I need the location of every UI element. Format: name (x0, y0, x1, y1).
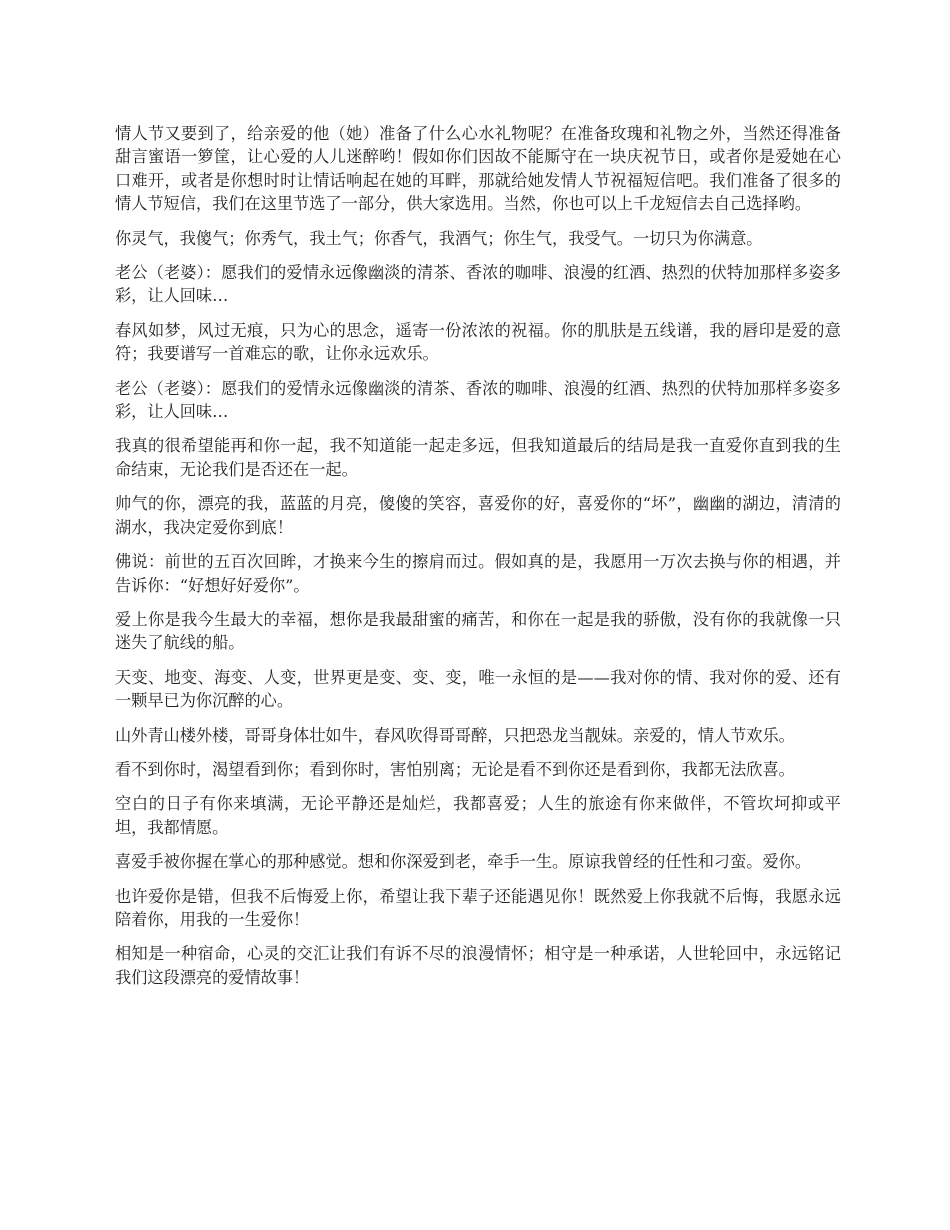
document-body (115, 122, 841, 1000)
paragraph: 帅气的你，漂亮的我，蓝蓝的月亮，傻傻的笑容，喜爱你的好，喜爱你的“坏”，幽幽的湖边，清清的湖水，我决定爱你到底！ (115, 494, 841, 537)
paragraph: 也许爱你是错，但我不后悔爱上你，希望让我下辈子还能遇见你！既然爱上你我就不后悔，我愿永远陪着你，用我的一生爱你！ (115, 886, 841, 929)
paragraph: 老公（老婆）：愿我们的爱情永远像幽淡的清茶、香浓的咖啡、浪漫的红酒、热烈的伏特加那样多姿多彩，让人回味… (115, 378, 841, 422)
paragraph: 看不到你时，渴望看到你；看到你时，害怕别离；无论是看不到你还是看到你，我都无法欣喜。 (115, 759, 795, 779)
paragraph: 相知是一种宿命，心灵的交汇让我们有诉不尽的浪漫情怀；相守是一种承诺，人世轮回中，永远铭记我们这段漂亮的爱情故事！ (115, 944, 841, 987)
paragraph: 喜爱手被你握在掌心的那种感觉。想和你深爱到老，牵手一生。原谅我曾经的任性和刁蛮。爱你。 (115, 852, 812, 872)
paragraph: 你灵气，我傻气；你秀气，我土气；你香气，我酒气；你生气，我受气。一切只为你满意。 (115, 228, 763, 248)
paragraph: 山外青山楼外楼，哥哥身体壮如牛，春风吹得哥哥醉，只把恐龙当靓妹。亲爱的，情人节欢乐。 (115, 725, 795, 745)
paragraph: 佛说：前世的五百次回眸，才换来今生的擦肩而过。假如真的是，我愿用一万次去换与你的相遇，并告诉你：“好想好好爱你”。 (115, 552, 841, 595)
paragraph: 空白的日子有你来填满，无论平静还是灿烂，我都喜爱；人生的旅途有你来做伴，不管坎坷抑或平坦，我都情愿。 (115, 794, 841, 837)
paragraph: 春风如梦，风过无痕，只为心的思念，遥寄一份浓浓的祝福。你的肌肤是五线谱，我的唇印是爱的意符；我要谱写一首难忘的歌，让你永远欢乐。 (115, 320, 841, 364)
paragraph: 我真的很希望能再和你一起，我不知道能一起走多远，但我知道最后的结局是我一直爱你直到我的生命结束，无论我们是否还在一起。 (115, 436, 841, 479)
paragraph: 爱上你是我今生最大的幸福，想你是我最甜蜜的痛苦，和你在一起是我的骄傲，没有你的我就像一只迷失了航线的船。 (115, 609, 841, 653)
paragraph: 老公（老婆）：愿我们的爱情永远像幽淡的清茶、香浓的咖啡、浪漫的红酒、热烈的伏特加那样多姿多彩，让人回味… (115, 263, 841, 306)
paragraph-intro: 情人节又要到了，给亲爱的他（她）准备了什么心水礼物呢？在准备玫瑰和礼物之外，当然还得准备甜言蜜语一箩筐，让心爱的人儿迷醉哟！假如你们因故不能厮守在一块庆祝节日，或者你是爱她在心口难开，或者是你想时时让情话响起在她的耳畔，那就给她发情人节祝福短信吧。我们准备了很多的情人节短信，我们在这里节选了一部分，供大家选用。当然，你也可以上千龙短信去自己选择哟。 (115, 124, 841, 214)
paragraph: 天变、地变、海变、人变，世界更是变、变、变，唯一永恒的是——我对你的情、我对你的爱、还有一颗早已为你沉醉的心。 (115, 667, 841, 711)
